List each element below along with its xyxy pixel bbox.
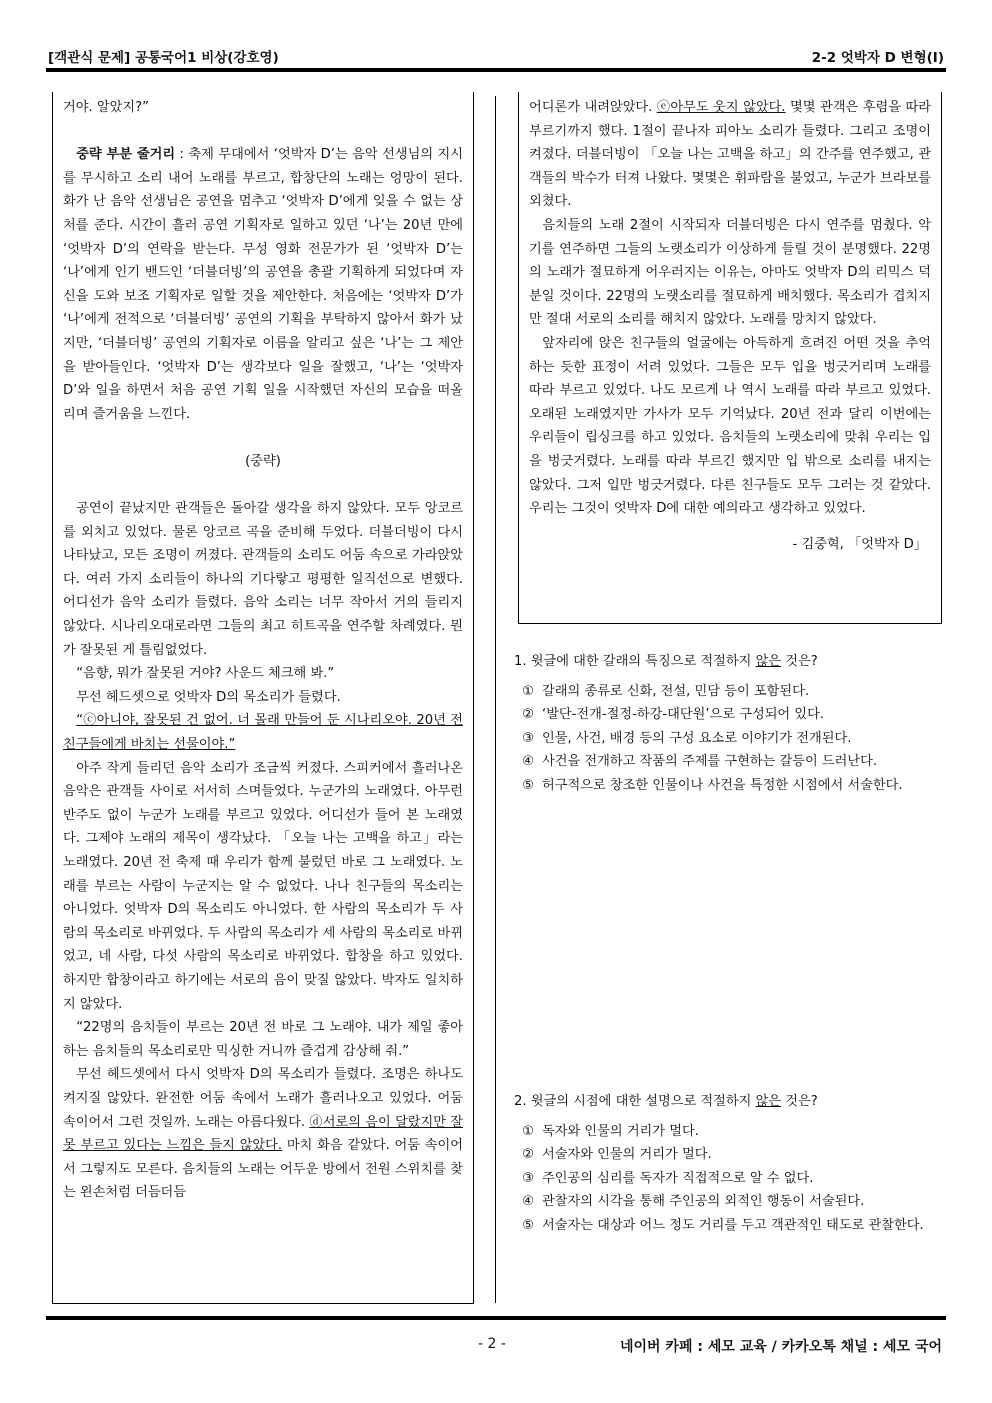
passage-box-left (52, 92, 474, 1304)
answer-option[interactable] (514, 727, 942, 751)
passage-line: 거야. 알았지?” (63, 100, 149, 115)
passage-paragraph: 앞자리에 앉은 친구들의 얼굴에는 아득하게 흐려진 어떤 것을 추억하는 듯한 표정이 서려 있었다. 그들은 모두 입을 벙긋거리며 노래를 따라 부르고 있었다. 나도 모르게 나 역시 노래를 따라 부르고 있었다. 오래된 노래였지만 가사가 모두 기억났다. 20년 전과 달리 이번에는 우리들이 립싱크를 하고 있었다. 음치들의 노랫소리에 맞춰 우리는 입을 벙긋거렸다. 노래를 따라 부르긴 했지만 입 밖으로 소리를 내지는 않았다. 그저 입만 벙긋거렸다. 다른 친구들도 모두 그러는 것 같았다. 우리는 그것이 엇박자 D에 대한 예의라고 생각하고 있었다. (529, 335, 931, 517)
summary-paragraph (63, 143, 463, 426)
option-number: ⑤ (522, 777, 534, 793)
option-text: 독자와 인물의 거리가 멀다. (542, 1123, 699, 1139)
header-rule (46, 68, 946, 72)
answer-option[interactable] (514, 1167, 942, 1191)
summary-label: 중략 부분 줄거리 (76, 147, 176, 163)
question-1-title (514, 650, 942, 674)
passage-text: 어디론가 내려앉았다. (529, 100, 657, 115)
option-text: ‘발단-전개-절정-하강-대단원’으로 구성되어 있다. (542, 707, 825, 723)
question-title-text: 것은? (781, 1094, 818, 1109)
option-text: 관찰자의 시각을 통해 주인공의 외적인 행동이 서술된다. (542, 1194, 865, 1210)
question-title-text: 1. 윗글에 대한 갈래의 특징으로 적절하지 (514, 654, 756, 669)
question-1 (514, 650, 942, 798)
passage-paragraph: 무선 헤드셋으로 엇박자 D의 목소리가 들렸다. (76, 689, 341, 705)
underlined-passage-d: ⓓ서로의 음이 달랐지만 잘못 부르고 있다는 느낌은 들지 않았다. (63, 1114, 463, 1154)
question-2-title (514, 1090, 942, 1114)
question-title-emphasis: 않은 (755, 654, 782, 669)
column-divider (495, 96, 496, 1303)
question-2 (514, 1090, 942, 1238)
page-number: - 2 - (478, 1336, 506, 1352)
option-number: ③ (522, 1170, 534, 1186)
passage-paragraph: “음향, 뭐가 잘못된 거야? 사운드 체크해 봐.” (76, 666, 335, 682)
passage-text: 무선 헤드셋에서 다시 엇박자 D의 목소리가 들렸다. 조명은 하나도 켜지질 않았다. 완전한 어둠 속에서 노래가 흘러나오고 있었다. 어둠 속이어서 그런 것일까. 노래는 아름다웠다. (63, 1067, 463, 1130)
answer-option[interactable] (514, 1214, 942, 1238)
option-text: 갈래의 종류로 신화, 전설, 민담 등이 포함된다. (542, 683, 810, 699)
option-number: ② (522, 707, 534, 723)
passage-text: 몇몇 관객은 후렴을 따라 부르기까지 했다. 1절이 끝나자 피아노 소리가 들렸다. 그리고 조명이 켜졌다. 더블더빙이 「오늘 나는 고백을 하고」의 간주를 연주했고, 관객들의 박수가 터져 나왔다. 몇몇은 휘파람을 불었고, 누군가 브라보를 외쳤다. (529, 100, 931, 210)
option-number: ④ (522, 754, 534, 770)
underlined-passage-e: ⓔ아무도 웃지 않았다. (656, 100, 786, 115)
passage-paragraph (529, 96, 931, 214)
source-citation: - 김중혁, 「엇박자 D」 (792, 536, 927, 552)
option-text: 허구적으로 창조한 인물이나 사건을 특정한 시점에서 서술한다. (542, 777, 903, 793)
option-text: 서술자는 대상과 어느 정도 거리를 두고 객관적인 태도로 관찰한다. (542, 1217, 924, 1233)
passage-paragraph: 음치들의 노래 2절이 시작되자 더블더빙은 다시 연주를 멈췄다. 악기를 연주하면 그들의 노랫소리가 이상하게 들릴 것이 분명했다. 22명의 노래가 절묘하게 어우러지는 이유는, 아마도 엇박자 D의 리믹스 덕분일 것이다. 22명의 노랫소리를 절묘하게 배치했다. 목소리가 겹치지만 절대 서로의 소리를 해치지 않았다. 노래를 망치지 않았다. (529, 217, 931, 328)
footer-text: 네이버 카페 : 세모 교육 / 카카오톡 채널 : 세모 국어 (619, 1339, 942, 1355)
passage-paragraph: 아주 작게 들리던 음악 소리가 조금씩 커졌다. 스피커에서 흘러나온 음악은 관객들 사이로 서서히 스며들었다. 누군가의 노래였다. 아무런 반주도 없이 누군가 노래를 부르고 있었다. 어디선가 들어 본 노래였다. 그제야 노래의 제목이 생각났다. 「오늘 나는 고백을 하고」라는 노래였다. 20년 전 축제 때 우리가 함께 불렀던 바로 그 노래였다. 노래를 부르는 사람이 누군지는 알 수 없었다. 나나 친구들의 목소리는 아니었다. 엇박자 D의 목소리도 아니었다. 한 사람의 목소리가 두 사람의 목소리로 바뀌었다. 두 사람의 목소리가 세 사람의 목소리로 바뀌었고, 네 사람, 다섯 사람의 목소리로 바뀌었다. 합창을 하고 있었다. 하지만 합창이라고 하기에는 서로의 음이 맞질 않았다. 박자도 일치하지 않았다. (63, 760, 463, 1012)
option-text: 서술자와 인물의 거리가 멀다. (542, 1147, 712, 1163)
underlined-passage-c: “ⓒ아니야, 잘못된 건 없어. 너 몰래 만들어 둔 시나리오야. 20년 전 친구들에게 바치는 선물이야.” (63, 713, 463, 753)
answer-option[interactable] (514, 1120, 942, 1144)
passage-paragraph: “22명의 음치들이 부르는 20년 전 바로 그 노래야. 내가 제일 좋아하는 음치들의 목소리로만 믹싱한 거니까 즐겁게 감상해 줘.” (63, 1020, 463, 1059)
passage-paragraph (63, 1063, 463, 1205)
footer-rule (46, 1316, 946, 1320)
passage-text: 마치 화음 같았다. 어둠 속이어서 그렇지도 모른다. 음치들의 노래는 어두운 방에서 전원 스위치를 찾는 왼손처럼 더듬더듬 (63, 1138, 463, 1201)
option-number: ④ (522, 1194, 534, 1210)
omission-mark: (중략) (245, 453, 281, 469)
passage-box-right (518, 92, 942, 624)
summary-text: : 축제 무대에서 ‘엇박자 D’는 음악 선생님의 지시를 무시하고 소리 내어 노래를 부르고, 합창단의 노래는 엉망이 된다. 화가 난 음악 선생님은 공연을 멈추고 ‘엇박자 D’에게 잊을 수 없는 상처를 준다. 시간이 흘러 공연 기획자로 일하고 있던 ‘나’는 20년 만에 ‘엇박자 D’의 연락을 받는다. 무성 영화 전문가가 된 ‘엇박자 D’는 ‘나’에게 인기 밴드인 ‘더블더빙’의 공연을 총괄 기획하게 되었다며 자신을 도와 보조 기획자로 일할 것을 제안한다. 처음에는 ‘엇박자 D’가 ‘나’에게 전적으로 ‘더블더빙’ 공연의 기획을 부탁하지 않아서 화가 났지만, ‘더블더빙’ 공연의 기획자로 이름을 알리고 싶은 ‘나’는 그 제안을 받아들인다. ‘엇박자 D’는 생각보다 일을 잘했고, ‘나’는 ‘엇박자 D’와 일을 하면서 처음 공연 기획 일을 시작했던 자신의 모습을 떠올리며 즐거움을 느낀다. (63, 147, 463, 422)
passage-paragraph: 공연이 끝났지만 관객들은 돌아갈 생각을 하지 않았다. 모두 앙코르를 외치고 있었다. 물론 앙코르 곡을 준비해 두었다. 더블더빙이 다시 나타났고, 모든 조명이 꺼졌다. 관객들의 소리도 어둠 속으로 가라앉았다. 여러 가지 소리들이 하나의 기다랗고 평평한 일직선으로 변했다. 어디선가 음악 소리가 들렸다. 음악 소리는 너무 작아서 거의 들리지 않았다. 시나리오대로라면 그들의 최고 히트곡을 연주할 차례였다. 뭔가 잘못된 게 틀림없었다. (63, 501, 463, 658)
header-section: 2-2 엇박자 D 변형(I) (811, 50, 944, 66)
answer-option[interactable] (514, 1190, 942, 1214)
option-number: ① (522, 1123, 534, 1139)
answer-option[interactable] (514, 1143, 942, 1167)
option-text: 사건을 전개하고 작품의 주제를 구현하는 갈등이 드러난다. (542, 754, 878, 770)
option-number: ① (522, 683, 534, 699)
option-number: ② (522, 1147, 534, 1163)
option-text: 주인공의 심리를 독자가 직접적으로 알 수 없다. (542, 1170, 814, 1186)
option-number: ③ (522, 730, 534, 746)
question-title-text: 2. 윗글의 시점에 대한 설명으로 적절하지 (514, 1094, 756, 1109)
question-title-emphasis: 않은 (755, 1094, 782, 1109)
answer-option[interactable] (514, 680, 942, 704)
answer-option[interactable] (514, 774, 942, 798)
question-title-text: 것은? (781, 654, 818, 669)
answer-option[interactable] (514, 703, 942, 727)
option-text: 인물, 사건, 배경 등의 구성 요소로 이야기가 전개된다. (542, 730, 852, 746)
answer-option[interactable] (514, 750, 942, 774)
header-title: [객관식 문제] 공통국어1 비상(강호영) (48, 50, 279, 66)
option-number: ⑤ (522, 1217, 534, 1233)
